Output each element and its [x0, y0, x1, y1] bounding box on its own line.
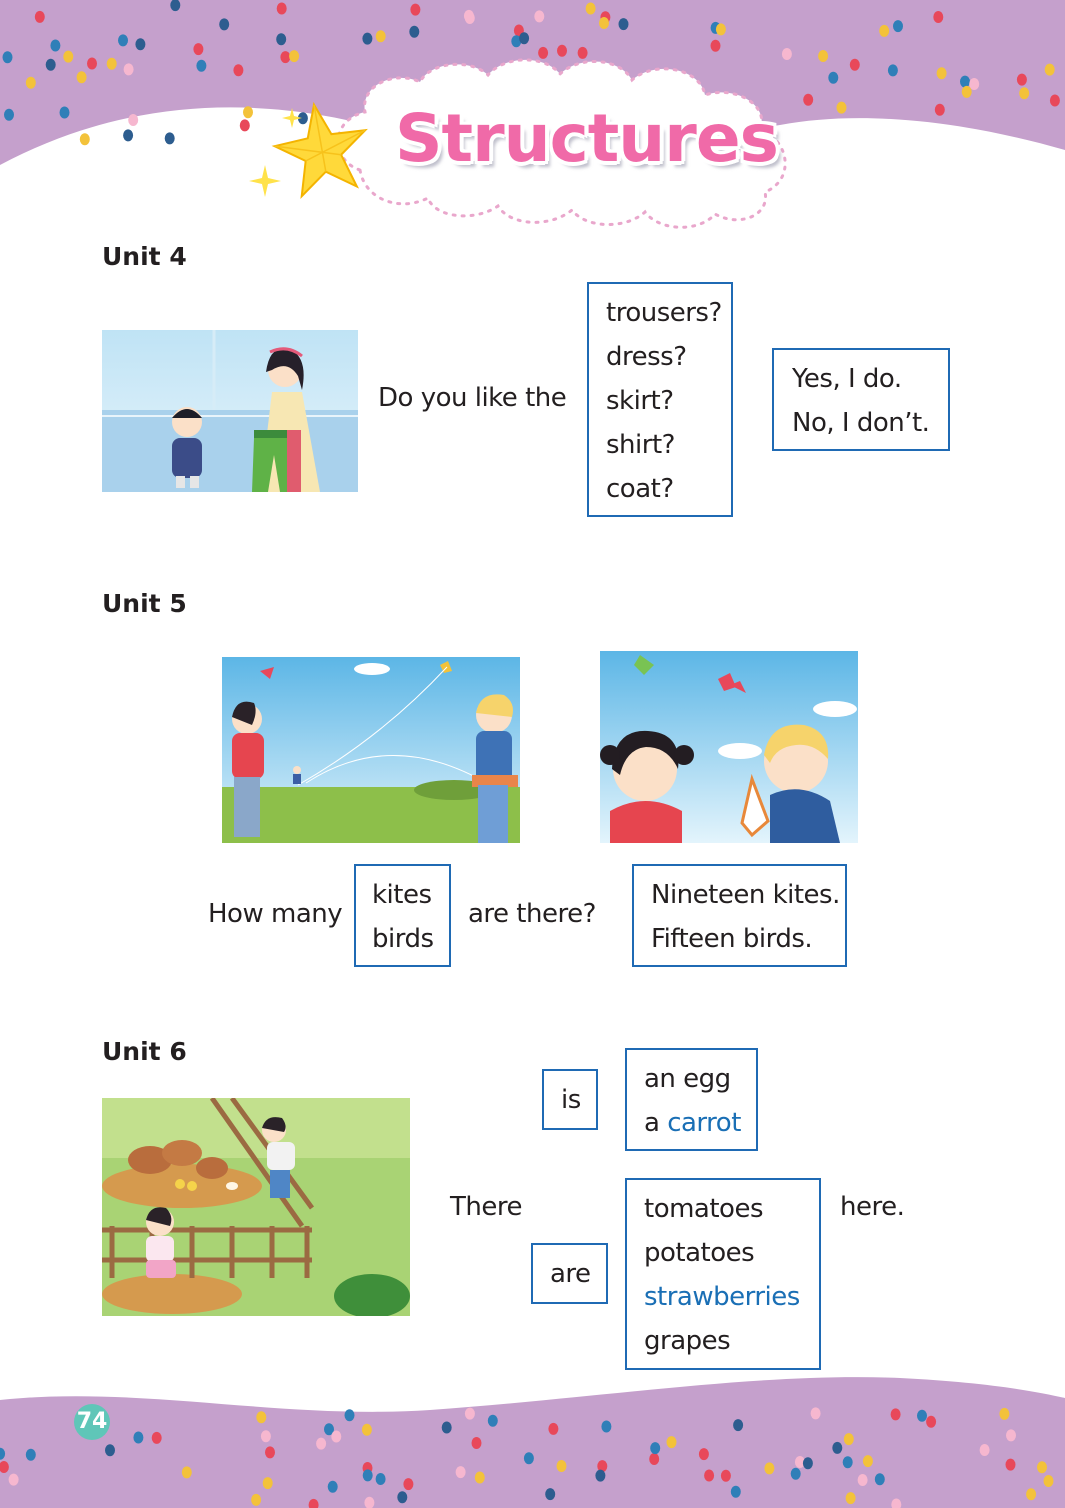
unit-6-here: here. — [840, 1192, 905, 1222]
option-trousers: trousers? — [606, 298, 722, 328]
unit-4-heading: Unit 4 — [102, 242, 187, 271]
answer-no: No, I don’t. — [792, 408, 930, 438]
unit-6-plural-box — [625, 1178, 821, 1370]
option-a-carrot — [644, 1108, 741, 1138]
option-tomatoes: tomatoes — [644, 1194, 764, 1224]
unit-6-there: There — [450, 1192, 522, 1222]
unit-5-options-box — [354, 864, 451, 967]
answer-kites: Nineteen kites. — [651, 880, 840, 910]
option-dress: dress? — [606, 342, 687, 372]
option-shirt: shirt? — [606, 430, 675, 460]
unit-6-are-box — [531, 1243, 608, 1304]
word-are: are — [550, 1259, 591, 1289]
article-a: a — [644, 1108, 660, 1138]
answer-yes: Yes, I do. — [792, 364, 902, 394]
option-strawberries: strawberries — [644, 1282, 800, 1312]
unit-4-options-box — [587, 282, 733, 517]
unit-5-illustration-left — [222, 657, 520, 843]
unit-5-heading: Unit 5 — [102, 589, 187, 618]
unit-5-illustration-right — [600, 651, 858, 843]
option-potatoes: potatoes — [644, 1238, 755, 1268]
option-grapes: grapes — [644, 1326, 731, 1356]
option-an-egg: an egg — [644, 1064, 731, 1094]
unit-6-is-box — [542, 1069, 598, 1130]
option-kites: kites — [372, 880, 432, 910]
word-is: is — [561, 1085, 581, 1115]
unit-6-singular-box — [625, 1048, 758, 1151]
unit-4-question: Do you like the — [378, 383, 567, 413]
unit-6-illustration — [102, 1098, 410, 1316]
option-skirt: skirt? — [606, 386, 674, 416]
unit-4-answers-box — [772, 348, 950, 451]
unit-5-suffix: are there? — [468, 899, 596, 929]
unit-5-answers-box — [632, 864, 847, 967]
unit-5-prefix: How many — [208, 899, 343, 929]
word-carrot: carrot — [667, 1108, 741, 1138]
option-coat: coat? — [606, 474, 674, 504]
page-title: Structures — [395, 100, 778, 177]
unit-6-heading: Unit 6 — [102, 1037, 187, 1066]
answer-birds: Fifteen birds. — [651, 924, 813, 954]
page-number: 74 — [74, 1404, 110, 1440]
unit-4-illustration — [102, 330, 358, 492]
option-birds: birds — [372, 924, 434, 954]
